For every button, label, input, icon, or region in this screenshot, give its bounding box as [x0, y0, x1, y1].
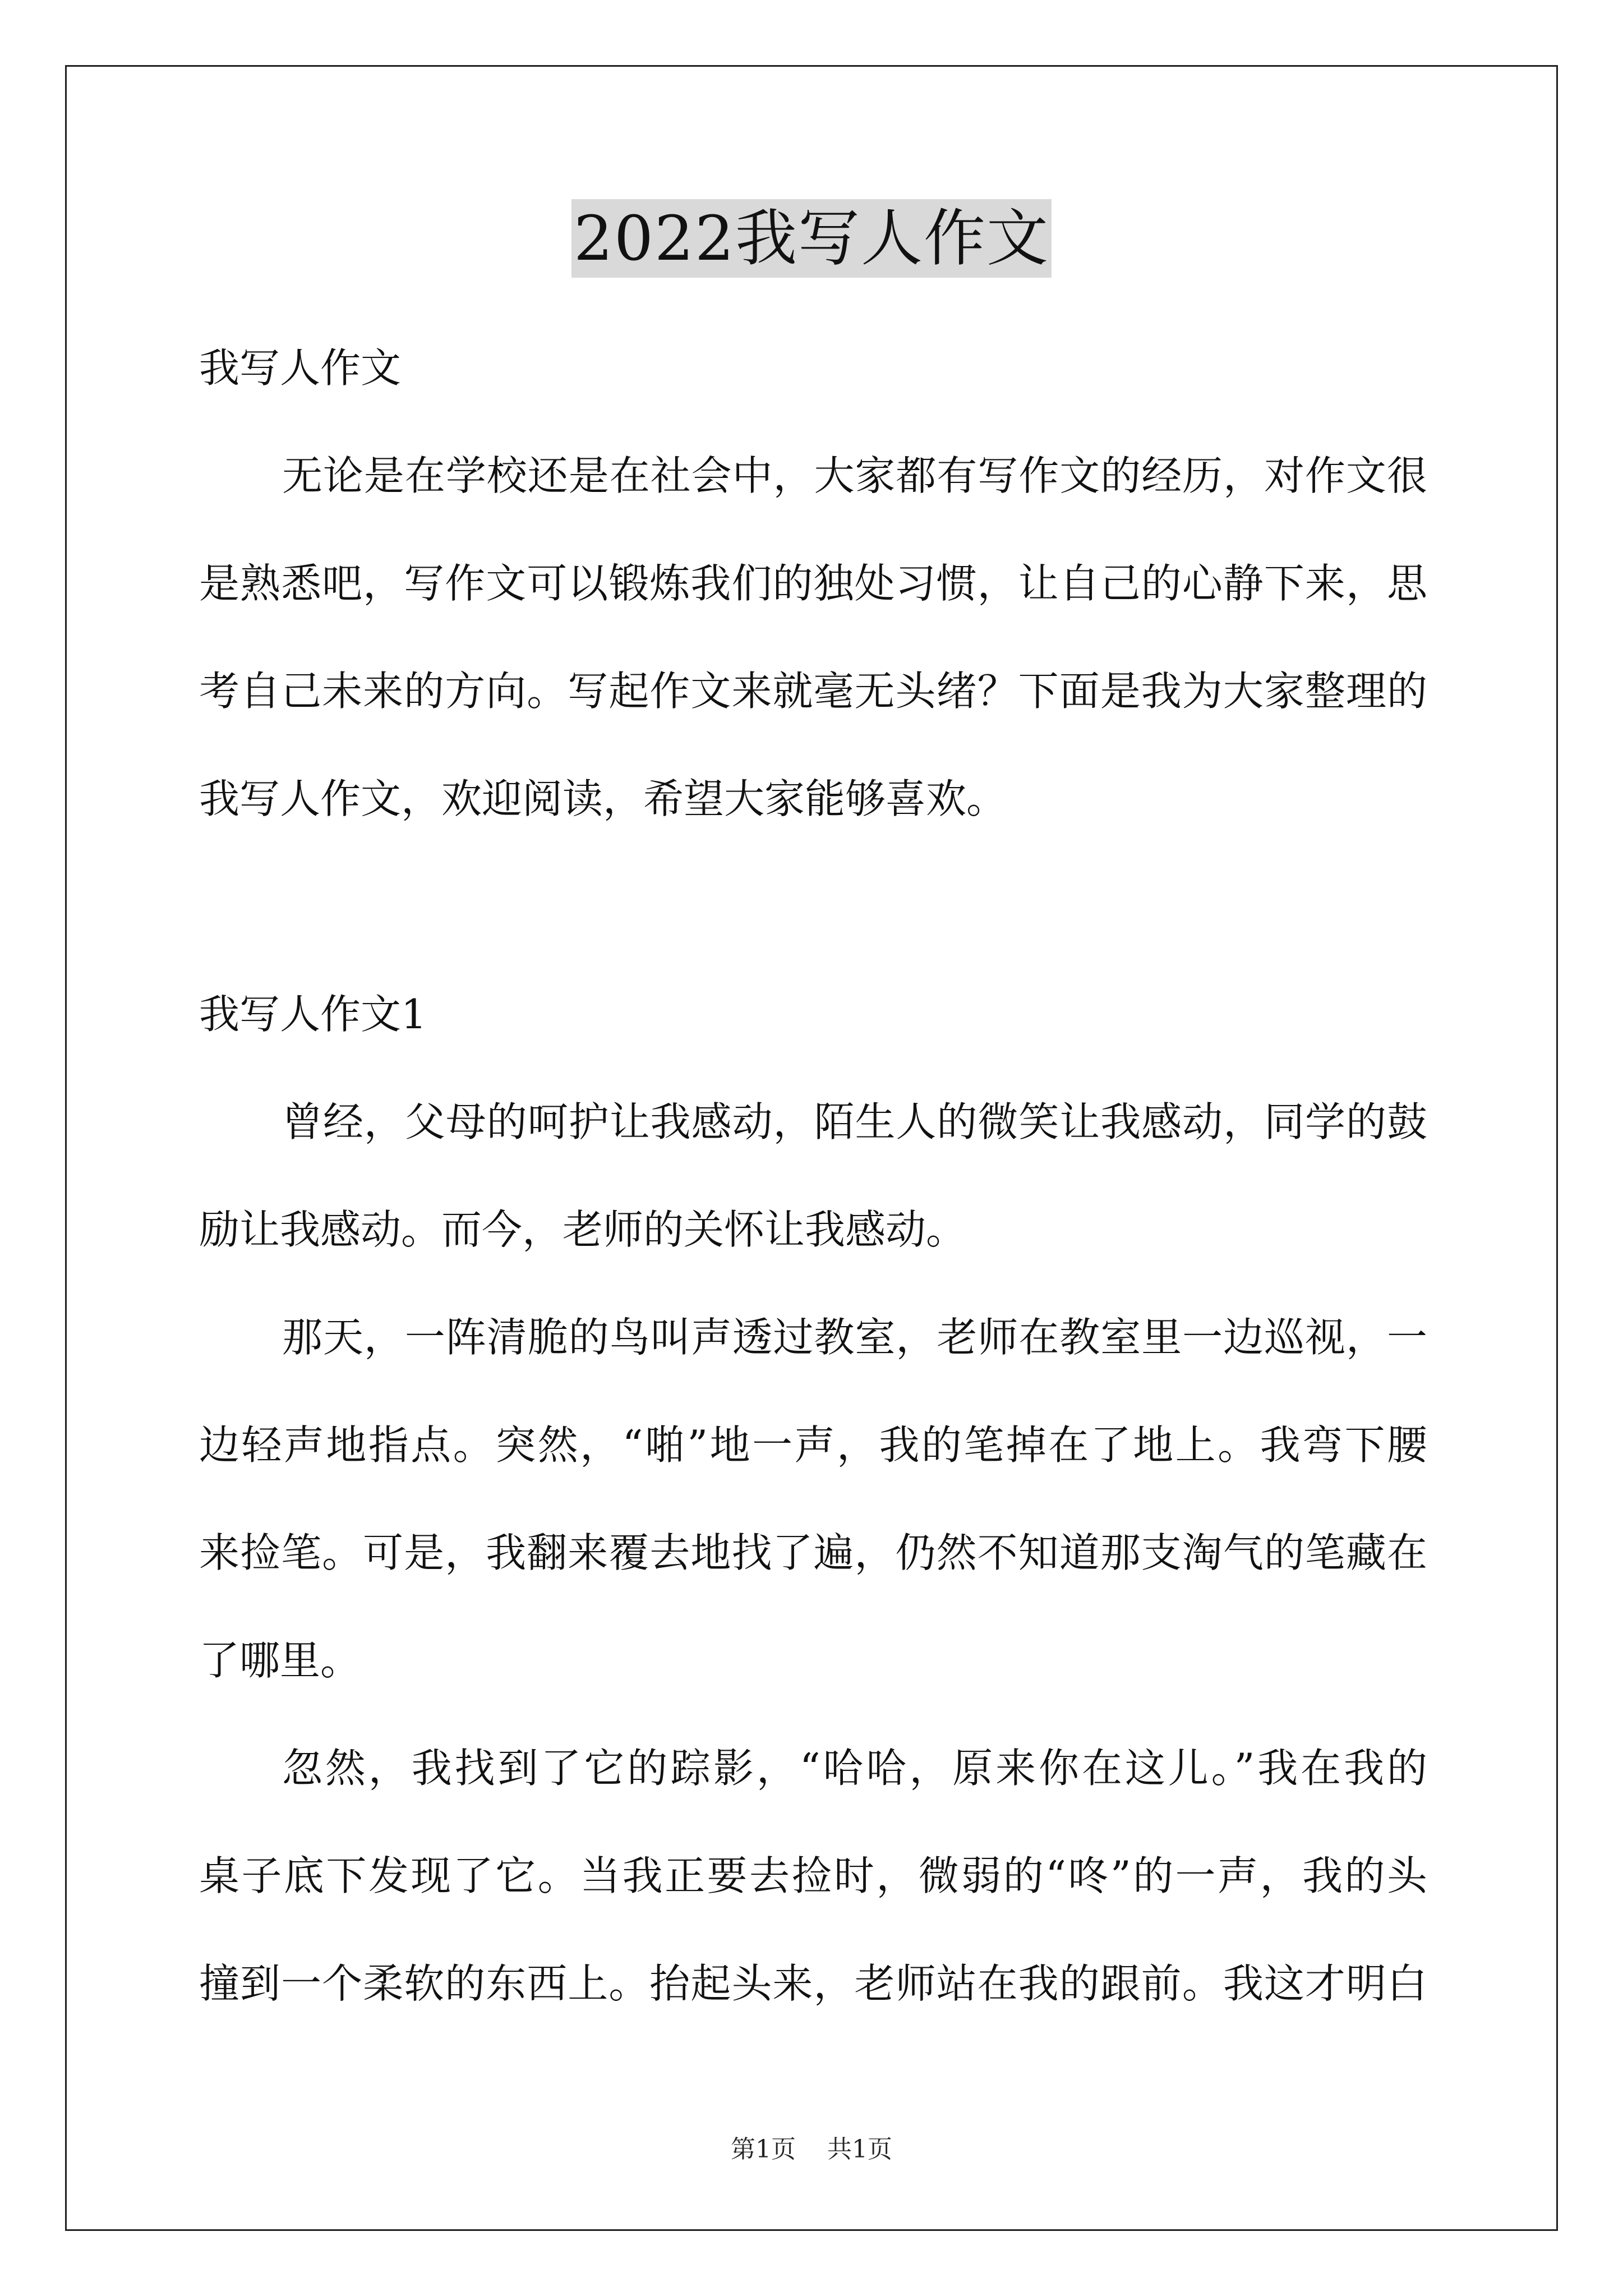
spacer [199, 853, 1427, 960]
intro-line-4: 我写人作文，欢迎阅读，希望大家能够喜欢。 [199, 775, 1007, 822]
document-title: 2022我写人作文 [571, 199, 1052, 278]
footer-separator [796, 2135, 827, 2164]
para3-line-2: 桌子底下发现了它。当我正要去捡时，微弱的“咚”的一声，我的头 [199, 1852, 1427, 1899]
document-body [199, 314, 1427, 2037]
title-container [0, 199, 1623, 278]
para3-line-3: 撞到一个柔软的东西上。抬起头来，老师站在我的跟前。我这才明白 [199, 1960, 1427, 2007]
page-total: 共1页 [827, 2135, 892, 2164]
heading: 我写人作文 [199, 344, 402, 392]
para2-line-3: 来捡笔。可是，我翻来覆去地找了遍，仍然不知道那支淘气的笔藏在 [199, 1529, 1427, 1576]
para1-line-2: 励让我感动。而今，老师的关怀让我感动。 [199, 1206, 967, 1253]
para2-line-1: 那天，一阵清脆的鸟叫声透过教室，老师在教室里一边巡视，一 [282, 1314, 1427, 1361]
page-number: 第1页 [731, 2135, 796, 2164]
section-heading: 我写人作文1 [199, 991, 427, 1038]
page-footer [0, 2129, 1623, 2165]
para1-line-1: 曾经，父母的呵护让我感动，陌生人的微笑让我感动，同学的鼓 [282, 1098, 1427, 1145]
intro-line-2: 是熟悉吧，写作文可以锻炼我们的独处习惯，让自己的心静下来，思 [199, 560, 1427, 607]
intro-line-3: 考自己未来的方向。写起作文来就毫无头绪？下面是我为大家整理的 [199, 668, 1427, 715]
para2-line-4: 了哪里。 [199, 1637, 361, 1684]
para2-line-2: 边轻声地指点。突然，“啪”地一声，我的笔掉在了地上。我弯下腰 [199, 1421, 1427, 1469]
intro-line-1: 无论是在学校还是在社会中，大家都有写作文的经历，对作文很 [282, 452, 1427, 499]
para3-line-1: 忽然，我找到了它的踪影，“哈哈，原来你在这儿。”我在我的 [282, 1745, 1427, 1792]
